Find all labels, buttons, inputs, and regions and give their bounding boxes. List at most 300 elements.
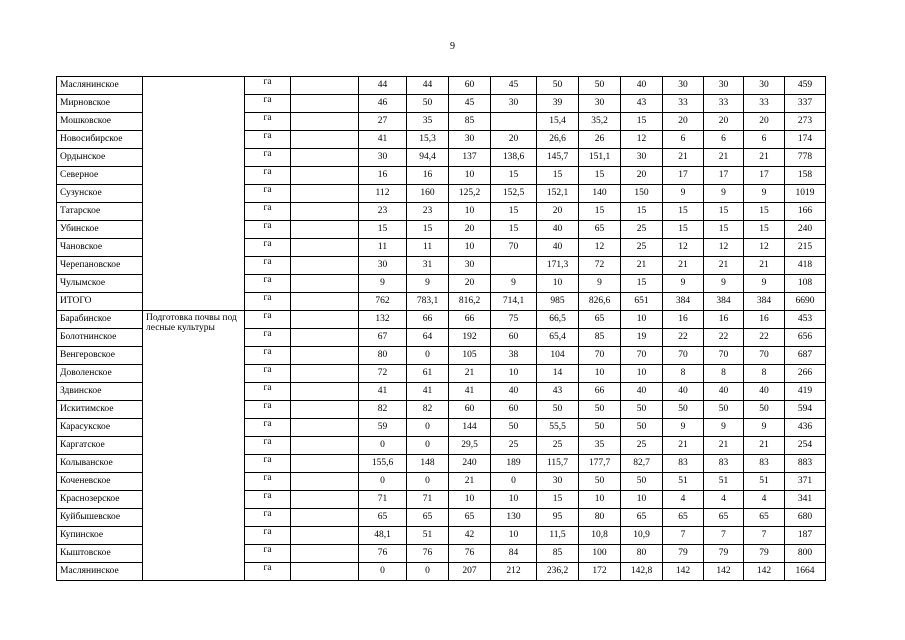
value-cell: 9	[407, 275, 449, 293]
value-cell: 12	[663, 239, 704, 257]
district-name-cell: Коченевское	[57, 473, 143, 491]
value-cell: 30	[621, 149, 663, 167]
value-cell: 384	[663, 293, 704, 311]
value-cell: 70	[744, 347, 785, 365]
unit-cell: га	[245, 401, 291, 419]
value-cell: 51	[407, 527, 449, 545]
value-cell: 15,3	[407, 131, 449, 149]
value-cell: 79	[704, 545, 744, 563]
value-cell: 94,4	[407, 149, 449, 167]
value-cell: 30	[704, 77, 744, 95]
value-cell: 80	[359, 347, 407, 365]
value-cell: 33	[704, 95, 744, 113]
total-value-cell: 254	[785, 437, 826, 455]
value-cell: 20	[621, 167, 663, 185]
value-cell: 12	[704, 239, 744, 257]
value-cell: 79	[744, 545, 785, 563]
value-cell: 9	[491, 275, 537, 293]
value-cell: 30	[449, 131, 491, 149]
value-cell: 50	[704, 401, 744, 419]
value-cell: 0	[407, 563, 449, 581]
value-cell: 189	[491, 455, 537, 473]
value-cell: 20	[491, 131, 537, 149]
value-cell: 21	[449, 473, 491, 491]
value-cell: 212	[491, 563, 537, 581]
value-cell: 9	[663, 419, 704, 437]
total-value-cell: 337	[785, 95, 826, 113]
total-value-cell: 371	[785, 473, 826, 491]
value-cell: 84	[491, 545, 537, 563]
value-cell: 4	[704, 491, 744, 509]
value-cell: 35	[579, 437, 621, 455]
unit-cell: га	[245, 419, 291, 437]
value-cell: 16	[663, 311, 704, 329]
value-cell: 82,7	[621, 455, 663, 473]
value-cell: 80	[621, 545, 663, 563]
value-cell: 26,6	[537, 131, 579, 149]
total-value-cell: 166	[785, 203, 826, 221]
value-cell: 21	[449, 365, 491, 383]
value-cell: 15	[744, 221, 785, 239]
value-cell: 125,2	[449, 185, 491, 203]
value-cell: 76	[449, 545, 491, 563]
value-cell: 148	[407, 455, 449, 473]
value-cell: 6	[663, 131, 704, 149]
empty-cell	[291, 311, 359, 329]
value-cell: 985	[537, 293, 579, 311]
value-cell: 138,6	[491, 149, 537, 167]
value-cell: 20	[663, 113, 704, 131]
value-cell: 50	[621, 401, 663, 419]
empty-cell	[291, 347, 359, 365]
value-cell: 70	[621, 347, 663, 365]
value-cell: 10	[449, 491, 491, 509]
value-cell: 40	[744, 383, 785, 401]
value-cell: 21	[744, 437, 785, 455]
value-cell: 51	[704, 473, 744, 491]
value-cell: 61	[407, 365, 449, 383]
value-cell: 83	[663, 455, 704, 473]
total-value-cell: 687	[785, 347, 826, 365]
page-number: 9	[450, 41, 455, 52]
value-cell: 21	[744, 257, 785, 275]
district-name-cell: Кыштовское	[57, 545, 143, 563]
district-name-cell: Барабинское	[57, 311, 143, 329]
total-value-cell: 594	[785, 401, 826, 419]
value-cell: 15	[537, 491, 579, 509]
total-value-cell: 459	[785, 77, 826, 95]
value-cell: 66	[407, 311, 449, 329]
value-cell: 9	[663, 275, 704, 293]
value-cell: 6	[744, 131, 785, 149]
unit-cell: га	[245, 221, 291, 239]
value-cell: 30	[744, 77, 785, 95]
value-cell: 15	[621, 275, 663, 293]
value-cell	[491, 113, 537, 131]
value-cell: 66	[449, 311, 491, 329]
value-cell: 33	[663, 95, 704, 113]
value-cell: 16	[744, 311, 785, 329]
empty-cell	[291, 239, 359, 257]
value-cell: 45	[449, 95, 491, 113]
unit-cell: га	[245, 545, 291, 563]
value-cell: 31	[407, 257, 449, 275]
district-name-cell: Здвинское	[57, 383, 143, 401]
value-cell: 70	[579, 347, 621, 365]
value-cell: 142,8	[621, 563, 663, 581]
district-name-cell: Маслянинское	[57, 77, 143, 95]
value-cell: 15	[704, 221, 744, 239]
value-cell: 8	[744, 365, 785, 383]
value-cell: 4	[663, 491, 704, 509]
unit-cell: га	[245, 167, 291, 185]
district-name-cell: Новосибирское	[57, 131, 143, 149]
value-cell: 132	[359, 311, 407, 329]
district-name-cell: Чановское	[57, 239, 143, 257]
district-name-cell: Доволенское	[57, 365, 143, 383]
value-cell: 21	[663, 437, 704, 455]
value-cell: 0	[407, 473, 449, 491]
empty-cell	[291, 77, 359, 95]
value-cell: 50	[491, 419, 537, 437]
district-name-cell: Болотнинское	[57, 329, 143, 347]
value-cell: 10	[579, 491, 621, 509]
district-name-cell: Венгеровское	[57, 347, 143, 365]
value-cell: 70	[491, 239, 537, 257]
district-name-cell: ИТОГО	[57, 293, 143, 311]
value-cell: 65	[449, 509, 491, 527]
value-cell: 152,5	[491, 185, 537, 203]
value-cell: 41	[407, 383, 449, 401]
value-cell: 7	[744, 527, 785, 545]
district-name-cell: Мирновское	[57, 95, 143, 113]
value-cell: 14	[537, 365, 579, 383]
value-cell: 10	[491, 527, 537, 545]
unit-cell: га	[245, 185, 291, 203]
table-row	[57, 311, 826, 329]
value-cell: 384	[704, 293, 744, 311]
empty-cell	[291, 419, 359, 437]
empty-cell	[291, 185, 359, 203]
value-cell: 22	[663, 329, 704, 347]
total-value-cell: 266	[785, 365, 826, 383]
total-value-cell: 883	[785, 455, 826, 473]
value-cell: 40	[537, 239, 579, 257]
value-cell: 762	[359, 293, 407, 311]
value-cell: 9	[744, 185, 785, 203]
value-cell: 714,1	[491, 293, 537, 311]
value-cell: 112	[359, 185, 407, 203]
value-cell: 65	[663, 509, 704, 527]
value-cell: 25	[491, 437, 537, 455]
empty-cell	[291, 383, 359, 401]
value-cell: 171,3	[537, 257, 579, 275]
value-cell: 140	[579, 185, 621, 203]
value-cell: 10	[449, 239, 491, 257]
value-cell: 65	[704, 509, 744, 527]
district-name-cell: Татарское	[57, 203, 143, 221]
total-value-cell: 6690	[785, 293, 826, 311]
total-value-cell: 174	[785, 131, 826, 149]
value-cell: 71	[359, 491, 407, 509]
value-cell: 10	[449, 167, 491, 185]
empty-cell	[291, 257, 359, 275]
value-cell: 40	[663, 383, 704, 401]
value-cell: 21	[663, 149, 704, 167]
value-cell: 23	[359, 203, 407, 221]
value-cell: 38	[491, 347, 537, 365]
value-cell: 15	[491, 221, 537, 239]
value-cell: 45	[491, 77, 537, 95]
value-cell: 16	[359, 167, 407, 185]
value-cell: 10,9	[621, 527, 663, 545]
value-cell: 145,7	[537, 149, 579, 167]
empty-cell	[291, 491, 359, 509]
value-cell: 4	[744, 491, 785, 509]
total-value-cell: 341	[785, 491, 826, 509]
value-cell: 651	[621, 293, 663, 311]
value-cell: 10	[621, 365, 663, 383]
value-cell: 66	[579, 383, 621, 401]
value-cell: 0	[359, 437, 407, 455]
value-cell: 21	[744, 149, 785, 167]
value-cell: 71	[407, 491, 449, 509]
unit-cell: га	[245, 329, 291, 347]
empty-cell	[291, 455, 359, 473]
value-cell: 39	[537, 95, 579, 113]
value-cell: 50	[621, 419, 663, 437]
unit-cell: га	[245, 293, 291, 311]
total-value-cell: 240	[785, 221, 826, 239]
value-cell: 15	[704, 203, 744, 221]
value-cell: 9	[744, 275, 785, 293]
value-cell: 50	[579, 473, 621, 491]
value-cell: 21	[621, 257, 663, 275]
unit-cell: га	[245, 149, 291, 167]
value-cell: 104	[537, 347, 579, 365]
district-name-cell: Купинское	[57, 527, 143, 545]
empty-cell	[291, 527, 359, 545]
value-cell: 9	[704, 275, 744, 293]
value-cell: 75	[491, 311, 537, 329]
value-cell: 7	[704, 527, 744, 545]
district-name-cell: Карасукское	[57, 419, 143, 437]
value-cell: 20	[744, 113, 785, 131]
value-cell: 76	[407, 545, 449, 563]
value-cell: 50	[407, 95, 449, 113]
value-cell: 17	[744, 167, 785, 185]
value-cell: 95	[537, 509, 579, 527]
value-cell: 20	[449, 221, 491, 239]
value-cell: 16	[407, 167, 449, 185]
value-cell: 152,1	[537, 185, 579, 203]
empty-cell	[291, 401, 359, 419]
district-name-cell: Ордынское	[57, 149, 143, 167]
total-value-cell: 656	[785, 329, 826, 347]
value-cell: 65	[579, 311, 621, 329]
district-name-cell: Чулымское	[57, 275, 143, 293]
value-cell: 83	[744, 455, 785, 473]
value-cell: 25	[621, 221, 663, 239]
unit-cell: га	[245, 203, 291, 221]
unit-cell: га	[245, 473, 291, 491]
value-cell: 0	[359, 563, 407, 581]
value-cell: 23	[407, 203, 449, 221]
value-cell: 0	[491, 473, 537, 491]
value-cell: 79	[663, 545, 704, 563]
value-cell: 11	[407, 239, 449, 257]
value-cell: 44	[407, 77, 449, 95]
value-cell: 15	[663, 221, 704, 239]
value-cell: 130	[491, 509, 537, 527]
value-cell: 207	[449, 563, 491, 581]
empty-cell	[291, 113, 359, 131]
value-cell: 15	[621, 203, 663, 221]
total-value-cell: 453	[785, 311, 826, 329]
value-cell: 72	[359, 365, 407, 383]
empty-cell	[291, 275, 359, 293]
value-cell: 65	[579, 221, 621, 239]
total-value-cell: 680	[785, 509, 826, 527]
value-cell: 11	[359, 239, 407, 257]
value-cell: 40	[704, 383, 744, 401]
value-cell: 60	[491, 329, 537, 347]
total-value-cell: 158	[785, 167, 826, 185]
value-cell: 60	[449, 401, 491, 419]
total-value-cell: 1019	[785, 185, 826, 203]
table-row	[57, 77, 826, 95]
value-cell: 10	[537, 275, 579, 293]
value-cell: 10	[491, 491, 537, 509]
work-type-cell	[143, 77, 245, 311]
value-cell: 35	[407, 113, 449, 131]
value-cell: 59	[359, 419, 407, 437]
unit-cell: га	[245, 257, 291, 275]
value-cell: 27	[359, 113, 407, 131]
value-cell: 15,4	[537, 113, 579, 131]
value-cell: 30	[579, 95, 621, 113]
district-name-cell: Краснозерское	[57, 491, 143, 509]
value-cell: 172	[579, 563, 621, 581]
value-cell: 15	[537, 167, 579, 185]
value-cell: 10	[449, 203, 491, 221]
total-value-cell: 273	[785, 113, 826, 131]
empty-cell	[291, 509, 359, 527]
value-cell: 10	[491, 365, 537, 383]
total-value-cell: 800	[785, 545, 826, 563]
district-name-cell: Колыванское	[57, 455, 143, 473]
total-value-cell: 108	[785, 275, 826, 293]
value-cell: 816,2	[449, 293, 491, 311]
empty-cell	[291, 545, 359, 563]
value-cell: 30	[491, 95, 537, 113]
value-cell: 41	[359, 383, 407, 401]
unit-cell: га	[245, 491, 291, 509]
value-cell: 51	[744, 473, 785, 491]
total-value-cell: 215	[785, 239, 826, 257]
unit-cell: га	[245, 239, 291, 257]
value-cell: 35,2	[579, 113, 621, 131]
unit-cell: га	[245, 95, 291, 113]
value-cell: 50	[579, 419, 621, 437]
value-cell: 21	[704, 437, 744, 455]
unit-cell: га	[245, 131, 291, 149]
value-cell: 51	[663, 473, 704, 491]
district-name-cell: Северное	[57, 167, 143, 185]
district-name-cell: Куйбышевское	[57, 509, 143, 527]
value-cell: 30	[537, 473, 579, 491]
value-cell: 60	[491, 401, 537, 419]
value-cell: 30	[359, 149, 407, 167]
empty-cell	[291, 293, 359, 311]
value-cell: 142	[744, 563, 785, 581]
unit-cell: га	[245, 509, 291, 527]
value-cell: 50	[579, 401, 621, 419]
value-cell: 21	[704, 149, 744, 167]
value-cell: 8	[704, 365, 744, 383]
value-cell: 151,1	[579, 149, 621, 167]
value-cell: 67	[359, 329, 407, 347]
value-cell: 70	[663, 347, 704, 365]
value-cell: 20	[449, 275, 491, 293]
value-cell: 30	[449, 257, 491, 275]
unit-cell: га	[245, 275, 291, 293]
value-cell: 50	[537, 401, 579, 419]
value-cell: 12	[744, 239, 785, 257]
value-cell: 46	[359, 95, 407, 113]
value-cell: 65,4	[537, 329, 579, 347]
value-cell: 20	[537, 203, 579, 221]
empty-cell	[291, 149, 359, 167]
value-cell: 40	[537, 221, 579, 239]
work-type-cell: Подготовка почвы под лесные культуры	[143, 311, 245, 581]
unit-cell: га	[245, 365, 291, 383]
table-body	[57, 77, 826, 581]
value-cell: 142	[663, 563, 704, 581]
unit-cell: га	[245, 113, 291, 131]
value-cell: 15	[621, 113, 663, 131]
value-cell: 9	[359, 275, 407, 293]
value-cell: 65	[359, 509, 407, 527]
value-cell	[491, 257, 537, 275]
value-cell: 15	[491, 167, 537, 185]
value-cell: 80	[579, 509, 621, 527]
district-name-cell: Мошковское	[57, 113, 143, 131]
value-cell: 100	[579, 545, 621, 563]
value-cell: 22	[744, 329, 785, 347]
value-cell: 9	[744, 419, 785, 437]
value-cell: 9	[704, 419, 744, 437]
value-cell: 65	[621, 509, 663, 527]
forestry-works-table	[56, 76, 826, 581]
value-cell: 50	[537, 77, 579, 95]
value-cell: 55,5	[537, 419, 579, 437]
value-cell: 15	[744, 203, 785, 221]
value-cell: 82	[359, 401, 407, 419]
value-cell: 9	[704, 185, 744, 203]
value-cell: 15	[407, 221, 449, 239]
unit-cell: га	[245, 527, 291, 545]
value-cell: 33	[744, 95, 785, 113]
value-cell: 22	[704, 329, 744, 347]
value-cell: 105	[449, 347, 491, 365]
value-cell: 76	[359, 545, 407, 563]
value-cell: 83	[704, 455, 744, 473]
value-cell: 150	[621, 185, 663, 203]
value-cell: 15	[491, 203, 537, 221]
value-cell: 0	[407, 347, 449, 365]
total-value-cell: 436	[785, 419, 826, 437]
